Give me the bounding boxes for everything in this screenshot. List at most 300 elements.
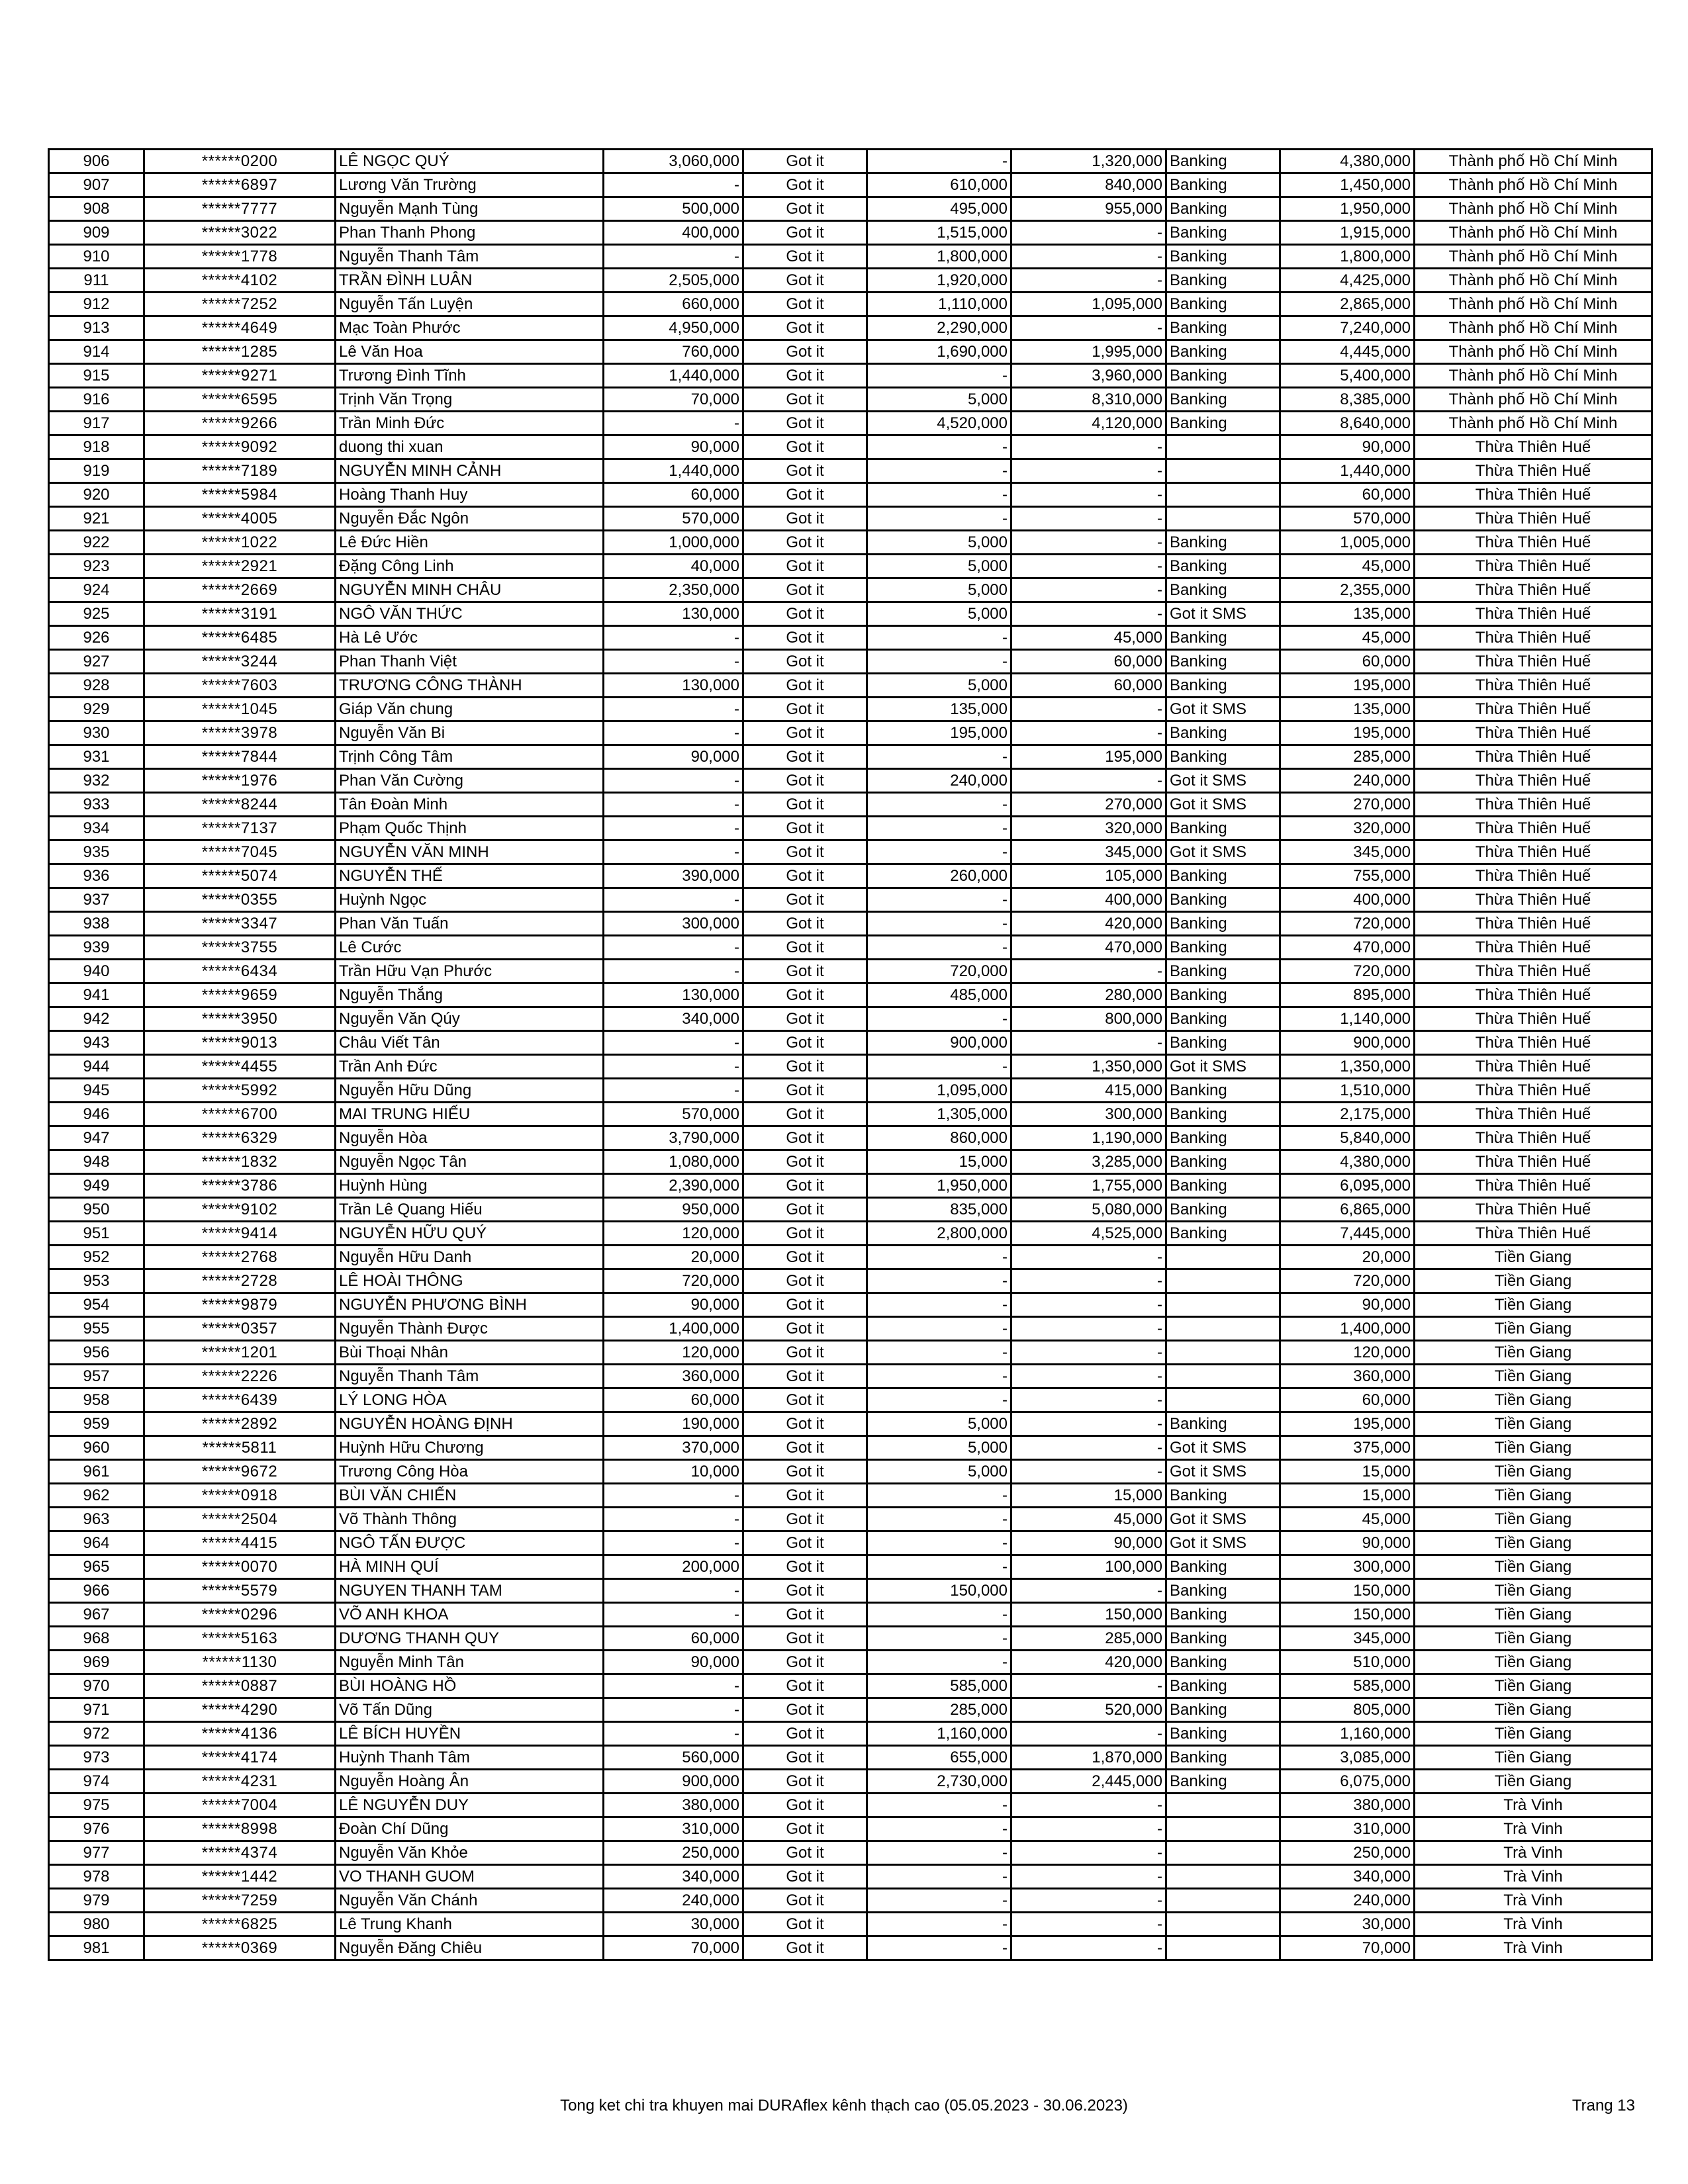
cell-amount3: 320,000 xyxy=(1011,817,1166,841)
cell-name: LÝ LONG HÒA xyxy=(336,1388,604,1412)
cell-amount2: - xyxy=(867,1794,1011,1817)
cell-stt: 938 xyxy=(49,912,144,936)
cell-amount1: 570,000 xyxy=(604,1103,743,1126)
table-row xyxy=(49,221,1652,245)
cell-status: Got it xyxy=(743,1508,867,1531)
cell-stt: 963 xyxy=(49,1508,144,1531)
cell-province: Thừa Thiên Huế xyxy=(1415,483,1652,507)
cell-amount2: - xyxy=(867,364,1011,388)
cell-status: Got it xyxy=(743,793,867,817)
table-row xyxy=(49,1388,1652,1412)
cell-total: 90,000 xyxy=(1280,1531,1415,1555)
cell-channel: Got it SMS xyxy=(1166,1436,1280,1460)
cell-channel xyxy=(1166,507,1280,531)
cell-total: 90,000 xyxy=(1280,435,1415,459)
cell-total: 45,000 xyxy=(1280,1508,1415,1531)
table-row xyxy=(49,1722,1652,1746)
cell-name: Huỳnh Thanh Tâm xyxy=(336,1746,604,1770)
cell-status: Got it xyxy=(743,150,867,173)
cell-stt: 964 xyxy=(49,1531,144,1555)
table-row xyxy=(49,340,1652,364)
table-row xyxy=(49,1698,1652,1722)
cell-amount1: 1,080,000 xyxy=(604,1150,743,1174)
cell-stt: 959 xyxy=(49,1412,144,1436)
cell-province: Trà Vinh xyxy=(1415,1794,1652,1817)
cell-amount3: - xyxy=(1011,769,1166,793)
table-row xyxy=(49,150,1652,173)
cell-total: 1,915,000 xyxy=(1280,221,1415,245)
cell-amount1: 390,000 xyxy=(604,864,743,888)
cell-province: Thừa Thiên Huế xyxy=(1415,983,1652,1007)
cell-account: ******9659 xyxy=(144,983,336,1007)
cell-amount3: 345,000 xyxy=(1011,841,1166,864)
cell-name: NGUYỄN HOÀNG ĐỊNH xyxy=(336,1412,604,1436)
cell-province: Thừa Thiên Huế xyxy=(1415,841,1652,864)
cell-account: ******3022 xyxy=(144,221,336,245)
cell-total: 720,000 xyxy=(1280,960,1415,983)
cell-name: Trịnh Công Tâm xyxy=(336,745,604,769)
cell-status: Got it xyxy=(743,674,867,698)
cell-account: ******5992 xyxy=(144,1079,336,1103)
cell-channel: Banking xyxy=(1166,1198,1280,1222)
cell-stt: 913 xyxy=(49,316,144,340)
cell-stt: 970 xyxy=(49,1674,144,1698)
cell-amount1: 900,000 xyxy=(604,1770,743,1794)
cell-name: Nguyễn Văn Bi xyxy=(336,721,604,745)
cell-amount3: - xyxy=(1011,269,1166,293)
cell-name: Nguyễn Hữu Danh xyxy=(336,1246,604,1269)
cell-status: Got it xyxy=(743,269,867,293)
cell-name: Nguyễn Thành Được xyxy=(336,1317,604,1341)
cell-status: Got it xyxy=(743,1317,867,1341)
cell-amount3: - xyxy=(1011,960,1166,983)
cell-status: Got it xyxy=(743,745,867,769)
cell-name: Trương Đình Tĩnh xyxy=(336,364,604,388)
table-row xyxy=(49,1794,1652,1817)
cell-channel: Banking xyxy=(1166,1555,1280,1579)
cell-account: ******0355 xyxy=(144,888,336,912)
cell-province: Thừa Thiên Huế xyxy=(1415,626,1652,650)
cell-total: 6,865,000 xyxy=(1280,1198,1415,1222)
cell-name: BÙI HOÀNG HỒ xyxy=(336,1674,604,1698)
cell-account: ******4005 xyxy=(144,507,336,531)
table-row xyxy=(49,745,1652,769)
cell-channel xyxy=(1166,1317,1280,1341)
cell-amount3: 15,000 xyxy=(1011,1484,1166,1508)
cell-account: ******2921 xyxy=(144,555,336,578)
cell-channel: Banking xyxy=(1166,1007,1280,1031)
cell-channel: Banking xyxy=(1166,888,1280,912)
cell-account: ******9266 xyxy=(144,412,336,435)
cell-account: ******9672 xyxy=(144,1460,336,1484)
cell-channel: Banking xyxy=(1166,150,1280,173)
table-row xyxy=(49,698,1652,721)
cell-name: duong thi xuan xyxy=(336,435,604,459)
table-row xyxy=(49,316,1652,340)
cell-amount2: - xyxy=(867,817,1011,841)
cell-channel: Banking xyxy=(1166,197,1280,221)
cell-name: NGÔ TẤN ĐƯỢC xyxy=(336,1531,604,1555)
cell-amount1: 340,000 xyxy=(604,1865,743,1889)
cell-channel: Banking xyxy=(1166,864,1280,888)
cell-total: 400,000 xyxy=(1280,888,1415,912)
cell-amount2: - xyxy=(867,1341,1011,1365)
cell-amount2: - xyxy=(867,1388,1011,1412)
cell-amount1: 30,000 xyxy=(604,1913,743,1936)
cell-total: 5,840,000 xyxy=(1280,1126,1415,1150)
cell-status: Got it xyxy=(743,721,867,745)
cell-channel: Banking xyxy=(1166,269,1280,293)
cell-total: 195,000 xyxy=(1280,721,1415,745)
cell-amount3: - xyxy=(1011,602,1166,626)
cell-status: Got it xyxy=(743,1889,867,1913)
cell-amount2: 2,730,000 xyxy=(867,1770,1011,1794)
table-row xyxy=(49,1651,1652,1674)
cell-amount2: - xyxy=(867,483,1011,507)
table-row xyxy=(49,1293,1652,1317)
cell-amount2: - xyxy=(867,1865,1011,1889)
cell-province: Thành phố Hồ Chí Minh xyxy=(1415,269,1652,293)
cell-amount3: - xyxy=(1011,1460,1166,1484)
cell-channel: Banking xyxy=(1166,983,1280,1007)
cell-amount3: 300,000 xyxy=(1011,1103,1166,1126)
cell-total: 240,000 xyxy=(1280,769,1415,793)
cell-stt: 978 xyxy=(49,1865,144,1889)
cell-province: Thừa Thiên Huế xyxy=(1415,555,1652,578)
cell-amount1: 1,440,000 xyxy=(604,364,743,388)
cell-status: Got it xyxy=(743,412,867,435)
cell-stt: 943 xyxy=(49,1031,144,1055)
cell-amount2: - xyxy=(867,1817,1011,1841)
cell-stt: 946 xyxy=(49,1103,144,1126)
cell-account: ******4415 xyxy=(144,1531,336,1555)
cell-amount1: - xyxy=(604,412,743,435)
cell-channel: Banking xyxy=(1166,1746,1280,1770)
cell-province: Tiền Giang xyxy=(1415,1293,1652,1317)
cell-stt: 951 xyxy=(49,1222,144,1246)
table-row xyxy=(49,1817,1652,1841)
cell-amount1: - xyxy=(604,1674,743,1698)
cell-status: Got it xyxy=(743,507,867,531)
cell-channel xyxy=(1166,1889,1280,1913)
cell-amount1: - xyxy=(604,841,743,864)
cell-amount2: - xyxy=(867,1841,1011,1865)
cell-account: ******0369 xyxy=(144,1936,336,1960)
cell-stt: 952 xyxy=(49,1246,144,1269)
cell-amount2: - xyxy=(867,1484,1011,1508)
cell-account: ******5074 xyxy=(144,864,336,888)
cell-channel: Banking xyxy=(1166,1031,1280,1055)
cell-name: Huỳnh Hùng xyxy=(336,1174,604,1198)
cell-amount2: 1,690,000 xyxy=(867,340,1011,364)
cell-amount1: 60,000 xyxy=(604,1388,743,1412)
cell-name: NGUYỄN VĂN MINH xyxy=(336,841,604,864)
cell-name: Võ Thành Thông xyxy=(336,1508,604,1531)
cell-status: Got it xyxy=(743,1436,867,1460)
table-row xyxy=(49,269,1652,293)
cell-name: VÕ ANH KHOA xyxy=(336,1603,604,1627)
cell-account: ******4174 xyxy=(144,1746,336,1770)
table-row xyxy=(49,412,1652,435)
cell-total: 360,000 xyxy=(1280,1365,1415,1388)
cell-amount3: - xyxy=(1011,1936,1166,1960)
cell-status: Got it xyxy=(743,1103,867,1126)
cell-account: ******4102 xyxy=(144,269,336,293)
cell-status: Got it xyxy=(743,1412,867,1436)
cell-province: Trà Vinh xyxy=(1415,1936,1652,1960)
cell-amount1: 720,000 xyxy=(604,1269,743,1293)
cell-account: ******9271 xyxy=(144,364,336,388)
cell-amount3: 1,755,000 xyxy=(1011,1174,1166,1198)
cell-amount1: 40,000 xyxy=(604,555,743,578)
cell-amount1: 2,505,000 xyxy=(604,269,743,293)
cell-amount2: 2,800,000 xyxy=(867,1222,1011,1246)
cell-province: Thừa Thiên Huế xyxy=(1415,888,1652,912)
cell-channel xyxy=(1166,1841,1280,1865)
cell-channel: Got it SMS xyxy=(1166,1531,1280,1555)
cell-amount2: 5,000 xyxy=(867,1460,1011,1484)
cell-stt: 968 xyxy=(49,1627,144,1651)
cell-amount3: - xyxy=(1011,1388,1166,1412)
cell-province: Thừa Thiên Huế xyxy=(1415,650,1652,674)
cell-name: VO THANH GUOM xyxy=(336,1865,604,1889)
cell-account: ******6825 xyxy=(144,1913,336,1936)
table-row xyxy=(49,1508,1652,1531)
cell-status: Got it xyxy=(743,1222,867,1246)
cell-amount3: - xyxy=(1011,531,1166,555)
cell-province: Thừa Thiên Huế xyxy=(1415,1174,1652,1198)
cell-amount1: - xyxy=(604,936,743,960)
cell-channel: Banking xyxy=(1166,1079,1280,1103)
cell-account: ******5984 xyxy=(144,483,336,507)
cell-status: Got it xyxy=(743,817,867,841)
cell-amount1: - xyxy=(604,769,743,793)
cell-status: Got it xyxy=(743,221,867,245)
cell-account: ******2892 xyxy=(144,1412,336,1436)
cell-stt: 912 xyxy=(49,293,144,316)
cell-total: 4,445,000 xyxy=(1280,340,1415,364)
cell-account: ******1976 xyxy=(144,769,336,793)
cell-name: Nguyễn Hoàng Ân xyxy=(336,1770,604,1794)
table-row xyxy=(49,245,1652,269)
table-row xyxy=(49,1770,1652,1794)
cell-channel xyxy=(1166,1817,1280,1841)
cell-name: LÊ HOÀI THÔNG xyxy=(336,1269,604,1293)
table-row xyxy=(49,721,1652,745)
cell-stt: 944 xyxy=(49,1055,144,1079)
cell-amount2: - xyxy=(867,1508,1011,1531)
cell-channel: Banking xyxy=(1166,388,1280,412)
cell-stt: 929 xyxy=(49,698,144,721)
table-row xyxy=(49,1198,1652,1222)
cell-stt: 939 xyxy=(49,936,144,960)
cell-amount1: 120,000 xyxy=(604,1222,743,1246)
cell-channel: Banking xyxy=(1166,817,1280,841)
cell-status: Got it xyxy=(743,197,867,221)
cell-channel: Banking xyxy=(1166,1150,1280,1174)
cell-amount2: 5,000 xyxy=(867,388,1011,412)
cell-amount1: 340,000 xyxy=(604,1007,743,1031)
cell-province: Thành phố Hồ Chí Minh xyxy=(1415,412,1652,435)
cell-amount1: 2,390,000 xyxy=(604,1174,743,1198)
cell-amount1: 370,000 xyxy=(604,1436,743,1460)
cell-province: Tiền Giang xyxy=(1415,1651,1652,1674)
table-row xyxy=(49,459,1652,483)
cell-amount2: - xyxy=(867,507,1011,531)
cell-amount2: 2,290,000 xyxy=(867,316,1011,340)
cell-amount2: 610,000 xyxy=(867,173,1011,197)
cell-stt: 954 xyxy=(49,1293,144,1317)
cell-channel: Banking xyxy=(1166,650,1280,674)
cell-amount2: 495,000 xyxy=(867,197,1011,221)
cell-status: Got it xyxy=(743,602,867,626)
cell-status: Got it xyxy=(743,555,867,578)
cell-account: ******6700 xyxy=(144,1103,336,1126)
cell-amount2: 5,000 xyxy=(867,531,1011,555)
cell-status: Got it xyxy=(743,1817,867,1841)
cell-amount2: 585,000 xyxy=(867,1674,1011,1698)
cell-amount2: 1,950,000 xyxy=(867,1174,1011,1198)
cell-amount3: 1,190,000 xyxy=(1011,1126,1166,1150)
cell-channel: Banking xyxy=(1166,364,1280,388)
cell-channel: Banking xyxy=(1166,721,1280,745)
cell-channel: Got it SMS xyxy=(1166,698,1280,721)
cell-province: Tiền Giang xyxy=(1415,1269,1652,1293)
cell-province: Tiền Giang xyxy=(1415,1460,1652,1484)
cell-province: Thừa Thiên Huế xyxy=(1415,1007,1652,1031)
cell-province: Thừa Thiên Huế xyxy=(1415,793,1652,817)
cell-status: Got it xyxy=(743,1460,867,1484)
cell-province: Thừa Thiên Huế xyxy=(1415,698,1652,721)
cell-stt: 928 xyxy=(49,674,144,698)
cell-channel: Banking xyxy=(1166,412,1280,435)
cell-status: Got it xyxy=(743,1055,867,1079)
cell-status: Got it xyxy=(743,435,867,459)
cell-channel xyxy=(1166,1365,1280,1388)
cell-name: Phan Thanh Việt xyxy=(336,650,604,674)
cell-status: Got it xyxy=(743,578,867,602)
table-row xyxy=(49,912,1652,936)
cell-province: Thừa Thiên Huế xyxy=(1415,674,1652,698)
cell-stt: 927 xyxy=(49,650,144,674)
cell-channel: Got it SMS xyxy=(1166,841,1280,864)
cell-account: ******3755 xyxy=(144,936,336,960)
cell-amount3: - xyxy=(1011,1412,1166,1436)
cell-amount2: 5,000 xyxy=(867,1436,1011,1460)
cell-amount1: 1,000,000 xyxy=(604,531,743,555)
cell-channel: Got it SMS xyxy=(1166,602,1280,626)
cell-account: ******4649 xyxy=(144,316,336,340)
cell-account: ******9102 xyxy=(144,1198,336,1222)
cell-amount2: 655,000 xyxy=(867,1746,1011,1770)
cell-stt: 933 xyxy=(49,793,144,817)
cell-amount3: - xyxy=(1011,721,1166,745)
table-row xyxy=(49,817,1652,841)
cell-name: TRẦN ĐÌNH LUÂN xyxy=(336,269,604,293)
cell-amount1: 3,790,000 xyxy=(604,1126,743,1150)
cell-total: 1,440,000 xyxy=(1280,459,1415,483)
cell-amount2: 860,000 xyxy=(867,1126,1011,1150)
cell-amount3: 1,870,000 xyxy=(1011,1746,1166,1770)
cell-amount3: - xyxy=(1011,1341,1166,1365)
cell-amount2: - xyxy=(867,459,1011,483)
cell-account: ******0887 xyxy=(144,1674,336,1698)
cell-amount2: - xyxy=(867,626,1011,650)
cell-total: 6,095,000 xyxy=(1280,1174,1415,1198)
cell-channel: Banking xyxy=(1166,936,1280,960)
cell-amount3: 1,995,000 xyxy=(1011,340,1166,364)
cell-total: 90,000 xyxy=(1280,1293,1415,1317)
table-row xyxy=(49,1674,1652,1698)
cell-stt: 917 xyxy=(49,412,144,435)
cell-name: Hà Lê Ước xyxy=(336,626,604,650)
cell-amount2: - xyxy=(867,1007,1011,1031)
cell-amount2: - xyxy=(867,1246,1011,1269)
cell-amount2: - xyxy=(867,1936,1011,1960)
cell-total: 6,075,000 xyxy=(1280,1770,1415,1794)
cell-status: Got it xyxy=(743,1293,867,1317)
cell-province: Tiền Giang xyxy=(1415,1603,1652,1627)
cell-name: Tân Đoàn Minh xyxy=(336,793,604,817)
cell-name: BÙI VĂN CHIẾN xyxy=(336,1484,604,1508)
cell-amount3: - xyxy=(1011,1722,1166,1746)
table-row xyxy=(49,1365,1652,1388)
cell-total: 20,000 xyxy=(1280,1246,1415,1269)
cell-amount1: - xyxy=(604,650,743,674)
payout-table xyxy=(48,148,1653,1961)
cell-amount2: 1,110,000 xyxy=(867,293,1011,316)
cell-account: ******7252 xyxy=(144,293,336,316)
cell-province: Tiền Giang xyxy=(1415,1698,1652,1722)
cell-account: ******9092 xyxy=(144,435,336,459)
cell-account: ******2226 xyxy=(144,1365,336,1388)
cell-status: Got it xyxy=(743,483,867,507)
cell-channel xyxy=(1166,435,1280,459)
cell-amount1: 310,000 xyxy=(604,1817,743,1841)
cell-province: Thành phố Hồ Chí Minh xyxy=(1415,221,1652,245)
cell-status: Got it xyxy=(743,1627,867,1651)
cell-stt: 916 xyxy=(49,388,144,412)
cell-province: Tiền Giang xyxy=(1415,1746,1652,1770)
cell-amount1: 500,000 xyxy=(604,197,743,221)
cell-name: DƯƠNG THANH QUY xyxy=(336,1627,604,1651)
cell-amount3: 270,000 xyxy=(1011,793,1166,817)
cell-total: 4,425,000 xyxy=(1280,269,1415,293)
cell-amount3: - xyxy=(1011,1889,1166,1913)
cell-name: Nguyễn Văn Chánh xyxy=(336,1889,604,1913)
cell-amount1: 20,000 xyxy=(604,1246,743,1269)
cell-account: ******1285 xyxy=(144,340,336,364)
table-row xyxy=(49,888,1652,912)
cell-stt: 975 xyxy=(49,1794,144,1817)
cell-name: Võ Tấn Dũng xyxy=(336,1698,604,1722)
cell-total: 720,000 xyxy=(1280,912,1415,936)
cell-status: Got it xyxy=(743,1936,867,1960)
table-row xyxy=(49,1531,1652,1555)
cell-amount1: 400,000 xyxy=(604,221,743,245)
cell-stt: 911 xyxy=(49,269,144,293)
cell-stt: 972 xyxy=(49,1722,144,1746)
cell-amount3: - xyxy=(1011,1865,1166,1889)
table-row xyxy=(49,1317,1652,1341)
cell-total: 380,000 xyxy=(1280,1794,1415,1817)
cell-total: 1,450,000 xyxy=(1280,173,1415,197)
table-row xyxy=(49,173,1652,197)
cell-account: ******3191 xyxy=(144,602,336,626)
cell-stt: 920 xyxy=(49,483,144,507)
cell-amount3: 45,000 xyxy=(1011,1508,1166,1531)
cell-amount3: - xyxy=(1011,1031,1166,1055)
